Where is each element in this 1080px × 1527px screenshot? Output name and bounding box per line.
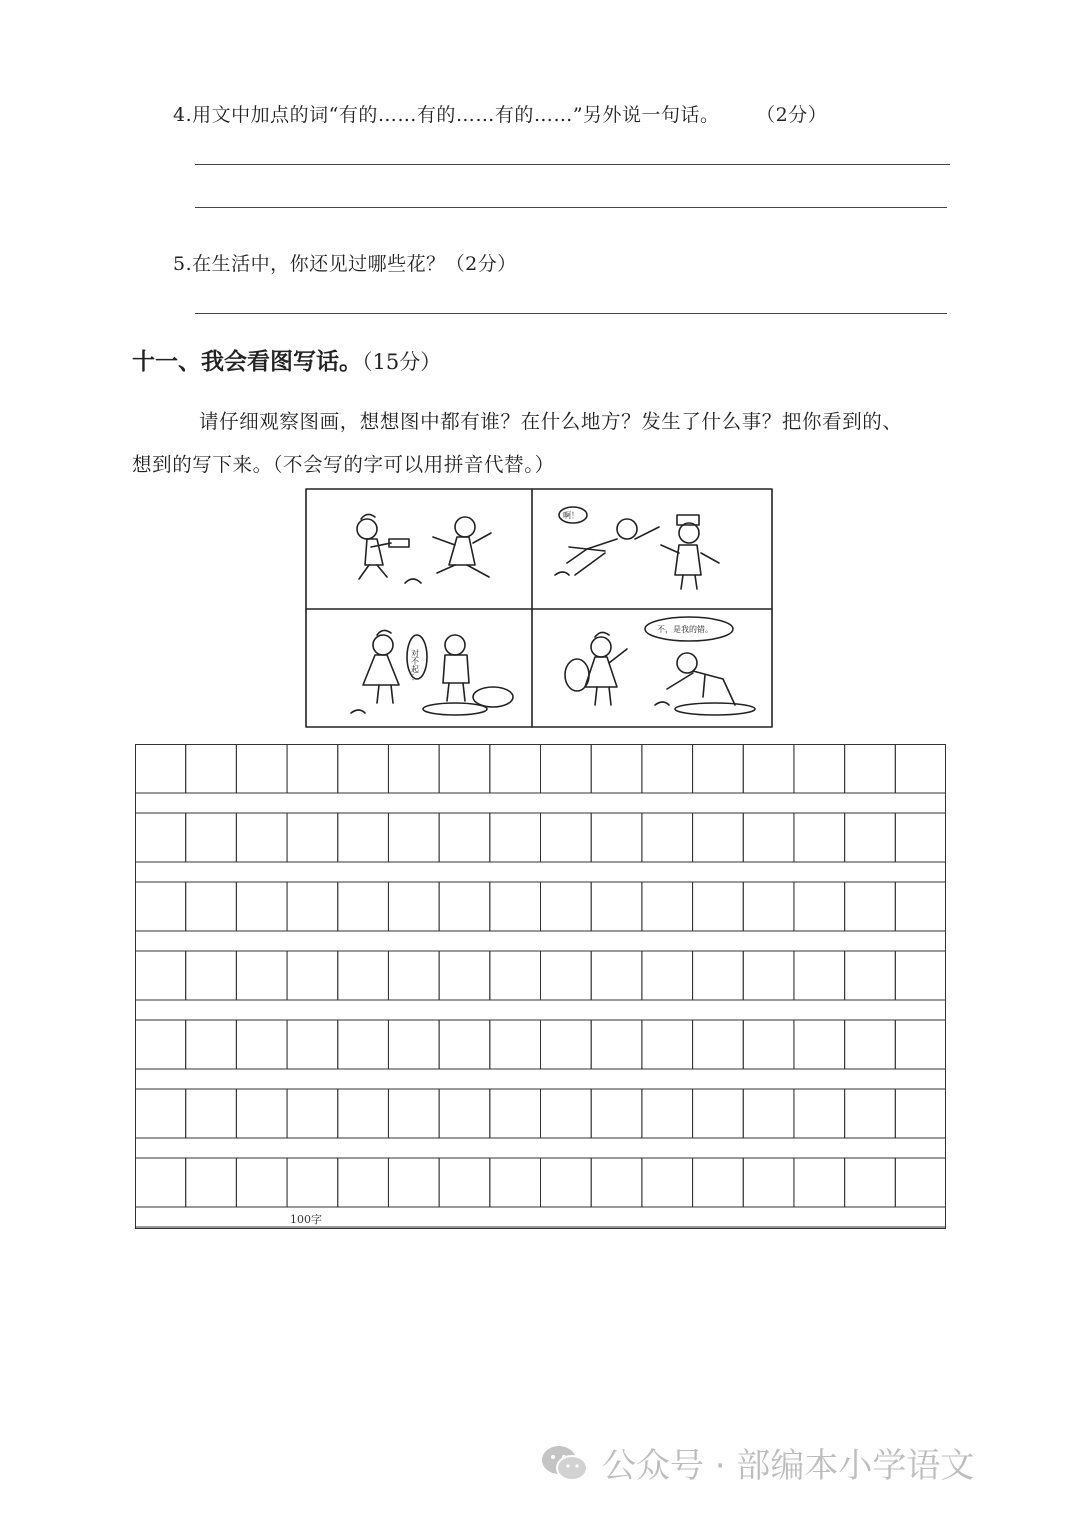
- grid-cell[interactable]: [591, 882, 642, 931]
- grid-cell[interactable]: [693, 1020, 744, 1069]
- grid-cell[interactable]: [895, 1089, 946, 1138]
- grid-cell[interactable]: [287, 744, 338, 793]
- grid-row[interactable]: [135, 1020, 946, 1089]
- grid-row[interactable]: [135, 882, 946, 951]
- writing-grid[interactable]: [135, 744, 946, 1229]
- grid-cell[interactable]: [591, 1158, 642, 1207]
- bubble-ah: 啊！: [563, 511, 579, 520]
- grid-cell[interactable]: [845, 1089, 896, 1138]
- grid-cell[interactable]: [388, 744, 439, 793]
- grid-row[interactable]: [135, 744, 946, 813]
- grid-cell[interactable]: [794, 1158, 845, 1207]
- grid-cell[interactable]: [439, 1089, 490, 1138]
- grid-cell[interactable]: [186, 1020, 237, 1069]
- grid-cell[interactable]: [591, 1020, 642, 1069]
- grid-cell[interactable]: [895, 744, 946, 793]
- grid-cell[interactable]: [642, 882, 693, 931]
- grid-row[interactable]: [135, 951, 946, 1020]
- grid-cell[interactable]: [490, 1020, 541, 1069]
- grid-cell[interactable]: [236, 1158, 287, 1207]
- grid-cell[interactable]: [591, 951, 642, 1000]
- grid-cell[interactable]: [135, 882, 186, 931]
- grid-cell[interactable]: [591, 744, 642, 793]
- grid-cell[interactable]: [135, 1158, 186, 1207]
- grid-cell[interactable]: [388, 1158, 439, 1207]
- grid-cell[interactable]: [642, 951, 693, 1000]
- grid-cell[interactable]: [338, 744, 389, 793]
- grid-cell[interactable]: [287, 1158, 338, 1207]
- grid-cell[interactable]: [338, 813, 389, 862]
- grid-cell[interactable]: [186, 882, 237, 931]
- grid-cell[interactable]: [693, 1089, 744, 1138]
- answer-line-5[interactable]: [195, 313, 947, 314]
- grid-cell[interactable]: [338, 882, 389, 931]
- grid-cell[interactable]: [743, 813, 794, 862]
- grid-cell[interactable]: [541, 1020, 592, 1069]
- grid-cell[interactable]: [794, 813, 845, 862]
- instruction-line-2: 想到的写下来。（不会写的字可以用拼音代替。）: [132, 453, 555, 476]
- grid-cell[interactable]: [794, 744, 845, 793]
- grid-cell[interactable]: [693, 951, 744, 1000]
- question-4: [173, 100, 827, 127]
- grid-cell[interactable]: [338, 951, 389, 1000]
- grid-cell[interactable]: [490, 882, 541, 931]
- grid-cell[interactable]: [693, 1158, 744, 1207]
- grid-cell[interactable]: [338, 1089, 389, 1138]
- grid-cell[interactable]: [642, 813, 693, 862]
- grid-cell[interactable]: [236, 951, 287, 1000]
- grid-cell[interactable]: [388, 1020, 439, 1069]
- grid-cell[interactable]: [794, 1089, 845, 1138]
- grid-cell[interactable]: [388, 1089, 439, 1138]
- grid-cell[interactable]: [895, 882, 946, 931]
- grid-cell[interactable]: [642, 1020, 693, 1069]
- grid-cell[interactable]: [236, 744, 287, 793]
- grid-cell[interactable]: [439, 882, 490, 931]
- grid-cell[interactable]: [135, 813, 186, 862]
- grid-cell[interactable]: [591, 1089, 642, 1138]
- comic-strip: [305, 487, 775, 729]
- grid-cell[interactable]: [338, 1158, 389, 1207]
- grid-cell[interactable]: [388, 882, 439, 931]
- grid-row[interactable]: [135, 1089, 946, 1158]
- grid-cell[interactable]: [135, 951, 186, 1000]
- grid-cell[interactable]: [236, 882, 287, 931]
- grid-cell[interactable]: [794, 882, 845, 931]
- grid-cell[interactable]: [743, 744, 794, 793]
- grid-cell[interactable]: [845, 1158, 896, 1207]
- grid-cell[interactable]: [388, 951, 439, 1000]
- grid-cell[interactable]: [439, 1020, 490, 1069]
- grid-cell[interactable]: [236, 813, 287, 862]
- grid-cell[interactable]: [845, 744, 896, 793]
- grid-row[interactable]: [135, 813, 946, 882]
- comic-panel-1: [357, 514, 491, 583]
- grid-cell[interactable]: [186, 744, 237, 793]
- comic-panel-2: [555, 507, 719, 589]
- grid-cell[interactable]: [693, 744, 744, 793]
- instruction-line-1: 请仔细观察图画，想想图中都有谁？在什么地方？发生了什么事？把你看到的、: [199, 410, 903, 433]
- section-11-title-text: 十一、我会看图写话。: [132, 349, 362, 375]
- question-5-text: 5.在生活中，你还见过哪些花？（2分）: [173, 253, 517, 275]
- question-5: [173, 249, 517, 276]
- wechat-icon: [540, 1443, 590, 1483]
- bubble-not-my-fault: 不，是我的错。: [657, 625, 713, 634]
- grid-cell[interactable]: [490, 1089, 541, 1138]
- grid-cell[interactable]: [541, 813, 592, 862]
- grid-cell[interactable]: [642, 1158, 693, 1207]
- grid-cell[interactable]: [236, 1020, 287, 1069]
- grid-cell[interactable]: [186, 813, 237, 862]
- grid-cell[interactable]: [490, 744, 541, 793]
- grid-cell[interactable]: [642, 1089, 693, 1138]
- question-4-text: 4.用文中加点的词“有的……有的……有的……”另外说一句话。: [173, 104, 720, 126]
- grid-cell[interactable]: [642, 744, 693, 793]
- grid-cell[interactable]: [287, 882, 338, 931]
- grid-cell[interactable]: [895, 1020, 946, 1069]
- character-count-label: 100字: [290, 1213, 322, 1226]
- answer-line-4a[interactable]: [195, 164, 950, 165]
- grid-cell[interactable]: [743, 951, 794, 1000]
- grid-cell[interactable]: [541, 951, 592, 1000]
- question-4-score: （2分）: [756, 104, 828, 126]
- grid-cell[interactable]: [186, 951, 237, 1000]
- grid-cell[interactable]: [186, 1089, 237, 1138]
- grid-cell[interactable]: [845, 882, 896, 931]
- grid-cell[interactable]: [693, 882, 744, 931]
- grid-cell[interactable]: [743, 1089, 794, 1138]
- grid-row[interactable]: [135, 1158, 946, 1227]
- grid-cell[interactable]: [845, 951, 896, 1000]
- grid-cell[interactable]: [135, 1089, 186, 1138]
- grid-cell[interactable]: [845, 1020, 896, 1069]
- grid-cell[interactable]: [287, 1089, 338, 1138]
- grid-cell[interactable]: [287, 1020, 338, 1069]
- grid-cell[interactable]: [794, 1020, 845, 1069]
- grid-cell[interactable]: [388, 813, 439, 862]
- grid-cell[interactable]: [743, 1020, 794, 1069]
- grid-cell[interactable]: [338, 1020, 389, 1069]
- section-11-title: [132, 343, 441, 376]
- bubble-sorry: 对不起…: [410, 649, 420, 681]
- grid-cell[interactable]: [693, 813, 744, 862]
- grid-cell[interactable]: [287, 951, 338, 1000]
- grid-cell[interactable]: [287, 813, 338, 862]
- grid-cell[interactable]: [845, 813, 896, 862]
- grid-cell[interactable]: [591, 813, 642, 862]
- watermark-text: 公众号 · 部编本小学语文: [602, 1446, 975, 1486]
- grid-cell[interactable]: [794, 951, 845, 1000]
- grid-cell[interactable]: [490, 813, 541, 862]
- grid-cell[interactable]: [135, 1020, 186, 1069]
- section-11-score: （15分）: [362, 350, 442, 374]
- comic-panel-3: [351, 630, 513, 715]
- grid-cell[interactable]: [186, 1158, 237, 1207]
- grid-cell[interactable]: [490, 1158, 541, 1207]
- grid-cell[interactable]: [743, 1158, 794, 1207]
- watermark: [540, 1438, 974, 1487]
- grid-cell[interactable]: [895, 813, 946, 862]
- grid-cell[interactable]: [439, 744, 490, 793]
- answer-line-4b[interactable]: [195, 207, 947, 208]
- grid-cell[interactable]: [895, 1158, 946, 1207]
- grid-cell[interactable]: [541, 1158, 592, 1207]
- grid-cell[interactable]: [236, 1089, 287, 1138]
- grid-cell[interactable]: [439, 813, 490, 862]
- grid-cell[interactable]: [439, 1158, 490, 1207]
- grid-cell[interactable]: [135, 744, 186, 793]
- grid-cell[interactable]: [490, 951, 541, 1000]
- grid-cell[interactable]: [541, 744, 592, 793]
- grid-cell[interactable]: [439, 951, 490, 1000]
- grid-cell[interactable]: [895, 951, 946, 1000]
- grid-cell[interactable]: [541, 1089, 592, 1138]
- grid-cell[interactable]: [541, 882, 592, 931]
- grid-cell[interactable]: [743, 882, 794, 931]
